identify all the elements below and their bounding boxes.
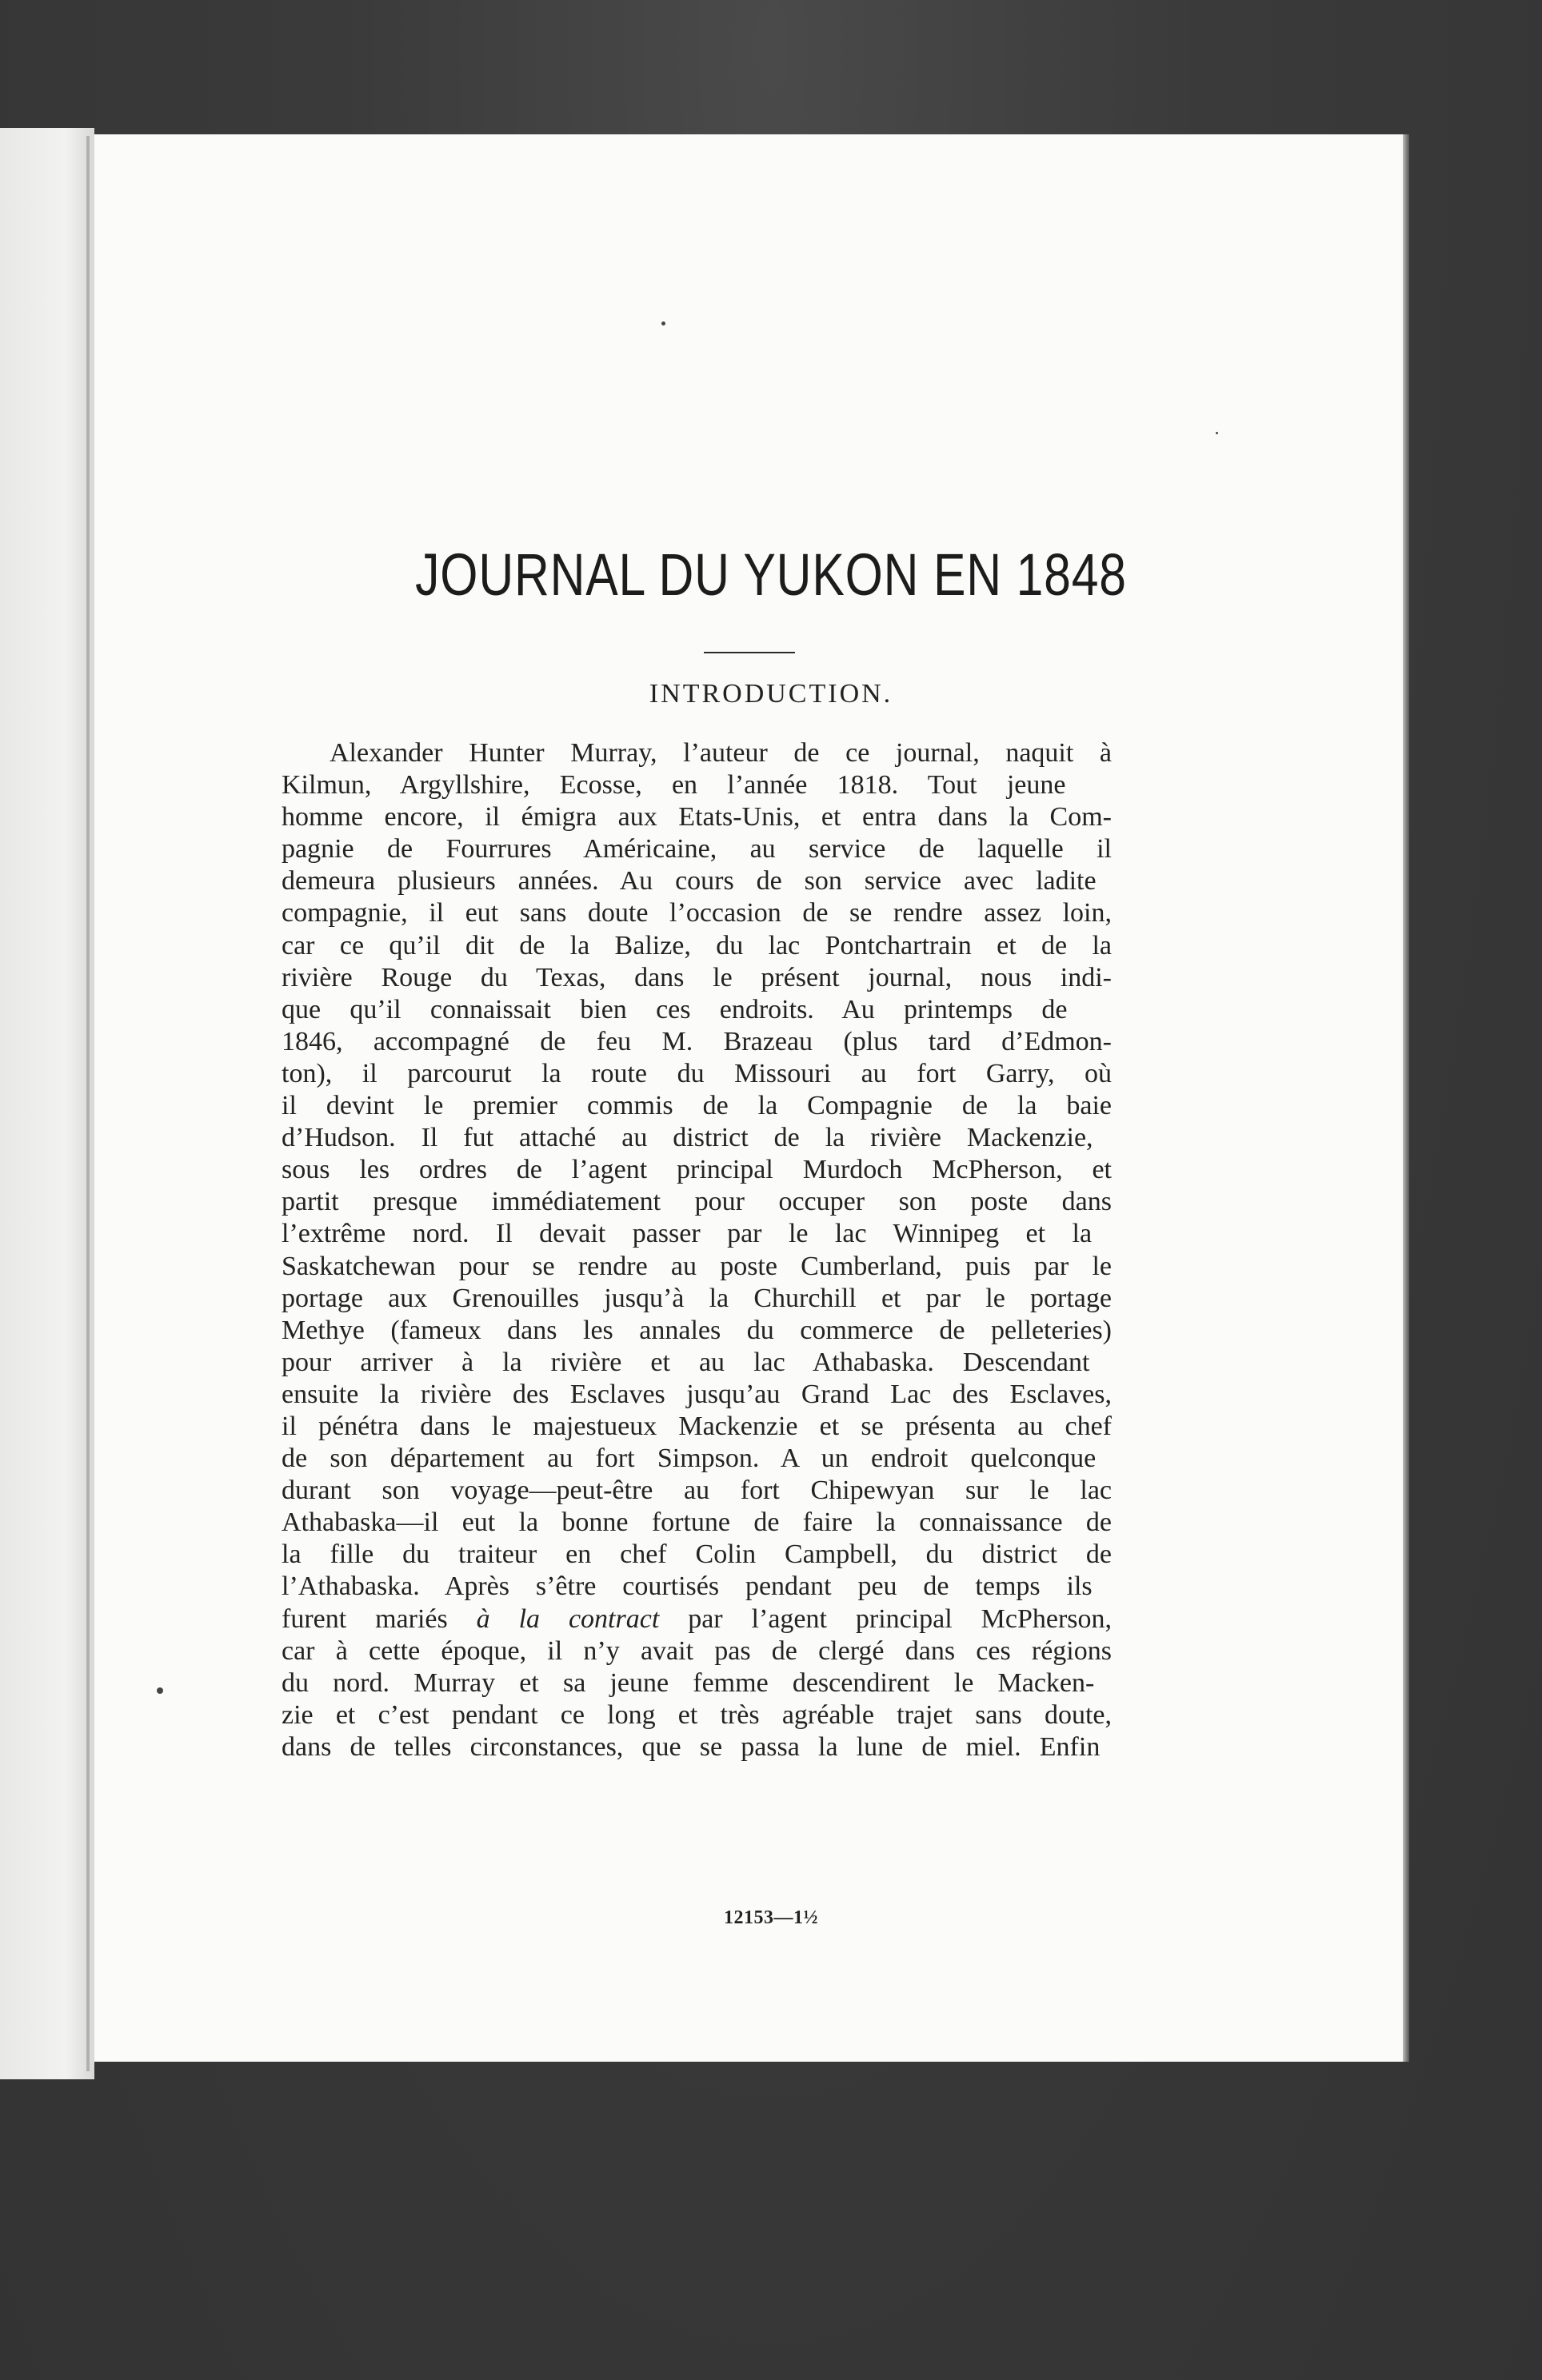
text-run: furent mariés (282, 1603, 448, 1634)
scan-speck (1216, 432, 1218, 434)
text-line: sous les ordres de l’agent principal Murdoch McPherson, et (282, 1155, 1112, 1185)
text-line: la fille du traiteur en chef Colin Campbell, du district de (282, 1539, 1112, 1570)
text-line: partit presque immédiatement pour occuper son poste dans (282, 1187, 1112, 1217)
text-line: homme encore, il émigra aux Etats-Unis, et entra dans la Com- (282, 802, 1112, 833)
text-line: l’Athabaska. Après s’être courtisés pendant peu de temps ils (282, 1571, 1093, 1602)
text-line: demeura plusieurs années. Au cours de son service avec ladite (282, 866, 1097, 896)
scan-speck (661, 321, 665, 325)
text-line: pagnie de Fourrures Américaine, au service de laquelle il (282, 834, 1112, 865)
text-line: Athabaska—il eut la bonne fortune de faire la connaissance de (282, 1507, 1112, 1538)
text-line: ton), il parcourut la route du Missouri au fort Garry, où (282, 1058, 1112, 1088)
text-line: du nord. Murray et sa jeune femme descendirent le Macken- (282, 1667, 1095, 1698)
facing-page-edge (0, 128, 94, 2079)
text-line: zie et c’est pendant ce long et très agréable trajet sans doute, (282, 1699, 1112, 1730)
text-line: portage aux Grenouilles jusqu’à la Churchill et par le portage (282, 1283, 1112, 1313)
italic-phrase: à la contract (476, 1603, 660, 1634)
text-line: compagnie, il eut sans doute l’occasion de se rendre assez loin, (282, 898, 1112, 928)
text-line: car ce qu’il dit de la Balize, du lac Pontchartrain et de la (282, 930, 1112, 960)
text-line: il pénétra dans le majestueux Mackenzie et se présenta au chef (282, 1411, 1112, 1441)
text-line-mixed (282, 1603, 1112, 1635)
text-line: durant son voyage—peut-être au fort Chipewyan sur le lac (282, 1476, 1112, 1506)
text-line: Kilmun, Argyllshire, Ecosse, en l’année 1818. Tout jeune (282, 770, 1066, 801)
scan-speck (157, 1687, 163, 1694)
text-line: l’extrême nord. Il devait passer par le lac Winnipeg et la (282, 1219, 1093, 1249)
text-run: par l’agent principal McPherson, (688, 1603, 1113, 1634)
text-line: ensuite la rivière des Esclaves jusqu’au Grand Lac des Esclaves, (282, 1379, 1112, 1409)
text-line: que qu’il connaissait bien ces endroits. Au printemps de (282, 994, 1068, 1024)
text-line: pour arriver à la rivière et au lac Athabaska. Descendant (282, 1347, 1090, 1377)
page-folio: 12153—1½ (724, 1907, 818, 1928)
body-paragraph (282, 737, 1112, 1763)
page-edge-shadow (1403, 134, 1409, 2062)
text-line: de son département au fort Simpson. A un endroit quelconque (282, 1444, 1097, 1474)
text-line: rivière Rouge du Texas, dans le présent journal, nous indi- (282, 962, 1112, 992)
page-gutter-line (86, 136, 90, 2071)
text-line: il devint le premier commis de la Compagnie de la baie (282, 1091, 1112, 1121)
text-line: dans de telles circonstances, que se passa la lune de miel. Enfin (282, 1731, 1101, 1762)
text-line: Alexander Hunter Murray, l’auteur de ce journal, naquit à (330, 738, 1112, 768)
text-line: Saskatchewan pour se rendre au poste Cumberland, puis par le (282, 1251, 1112, 1281)
text-line: Methye (fameux dans les annales du commerce de pelleteries) (282, 1315, 1112, 1345)
section-heading: INTRODUCTION. (649, 679, 893, 709)
text-line: car à cette époque, il n’y avait pas de clergé dans ces régions (282, 1635, 1112, 1666)
page-title: JOURNAL DU YUKON EN 1848 (415, 541, 1127, 608)
title-divider (704, 652, 795, 653)
text-line: d’Hudson. Il fut attaché au district de la rivière Mackenzie, (282, 1123, 1093, 1153)
text-line: 1846, accompagné de feu M. Brazeau (plus tard d’Edmon- (282, 1026, 1112, 1056)
